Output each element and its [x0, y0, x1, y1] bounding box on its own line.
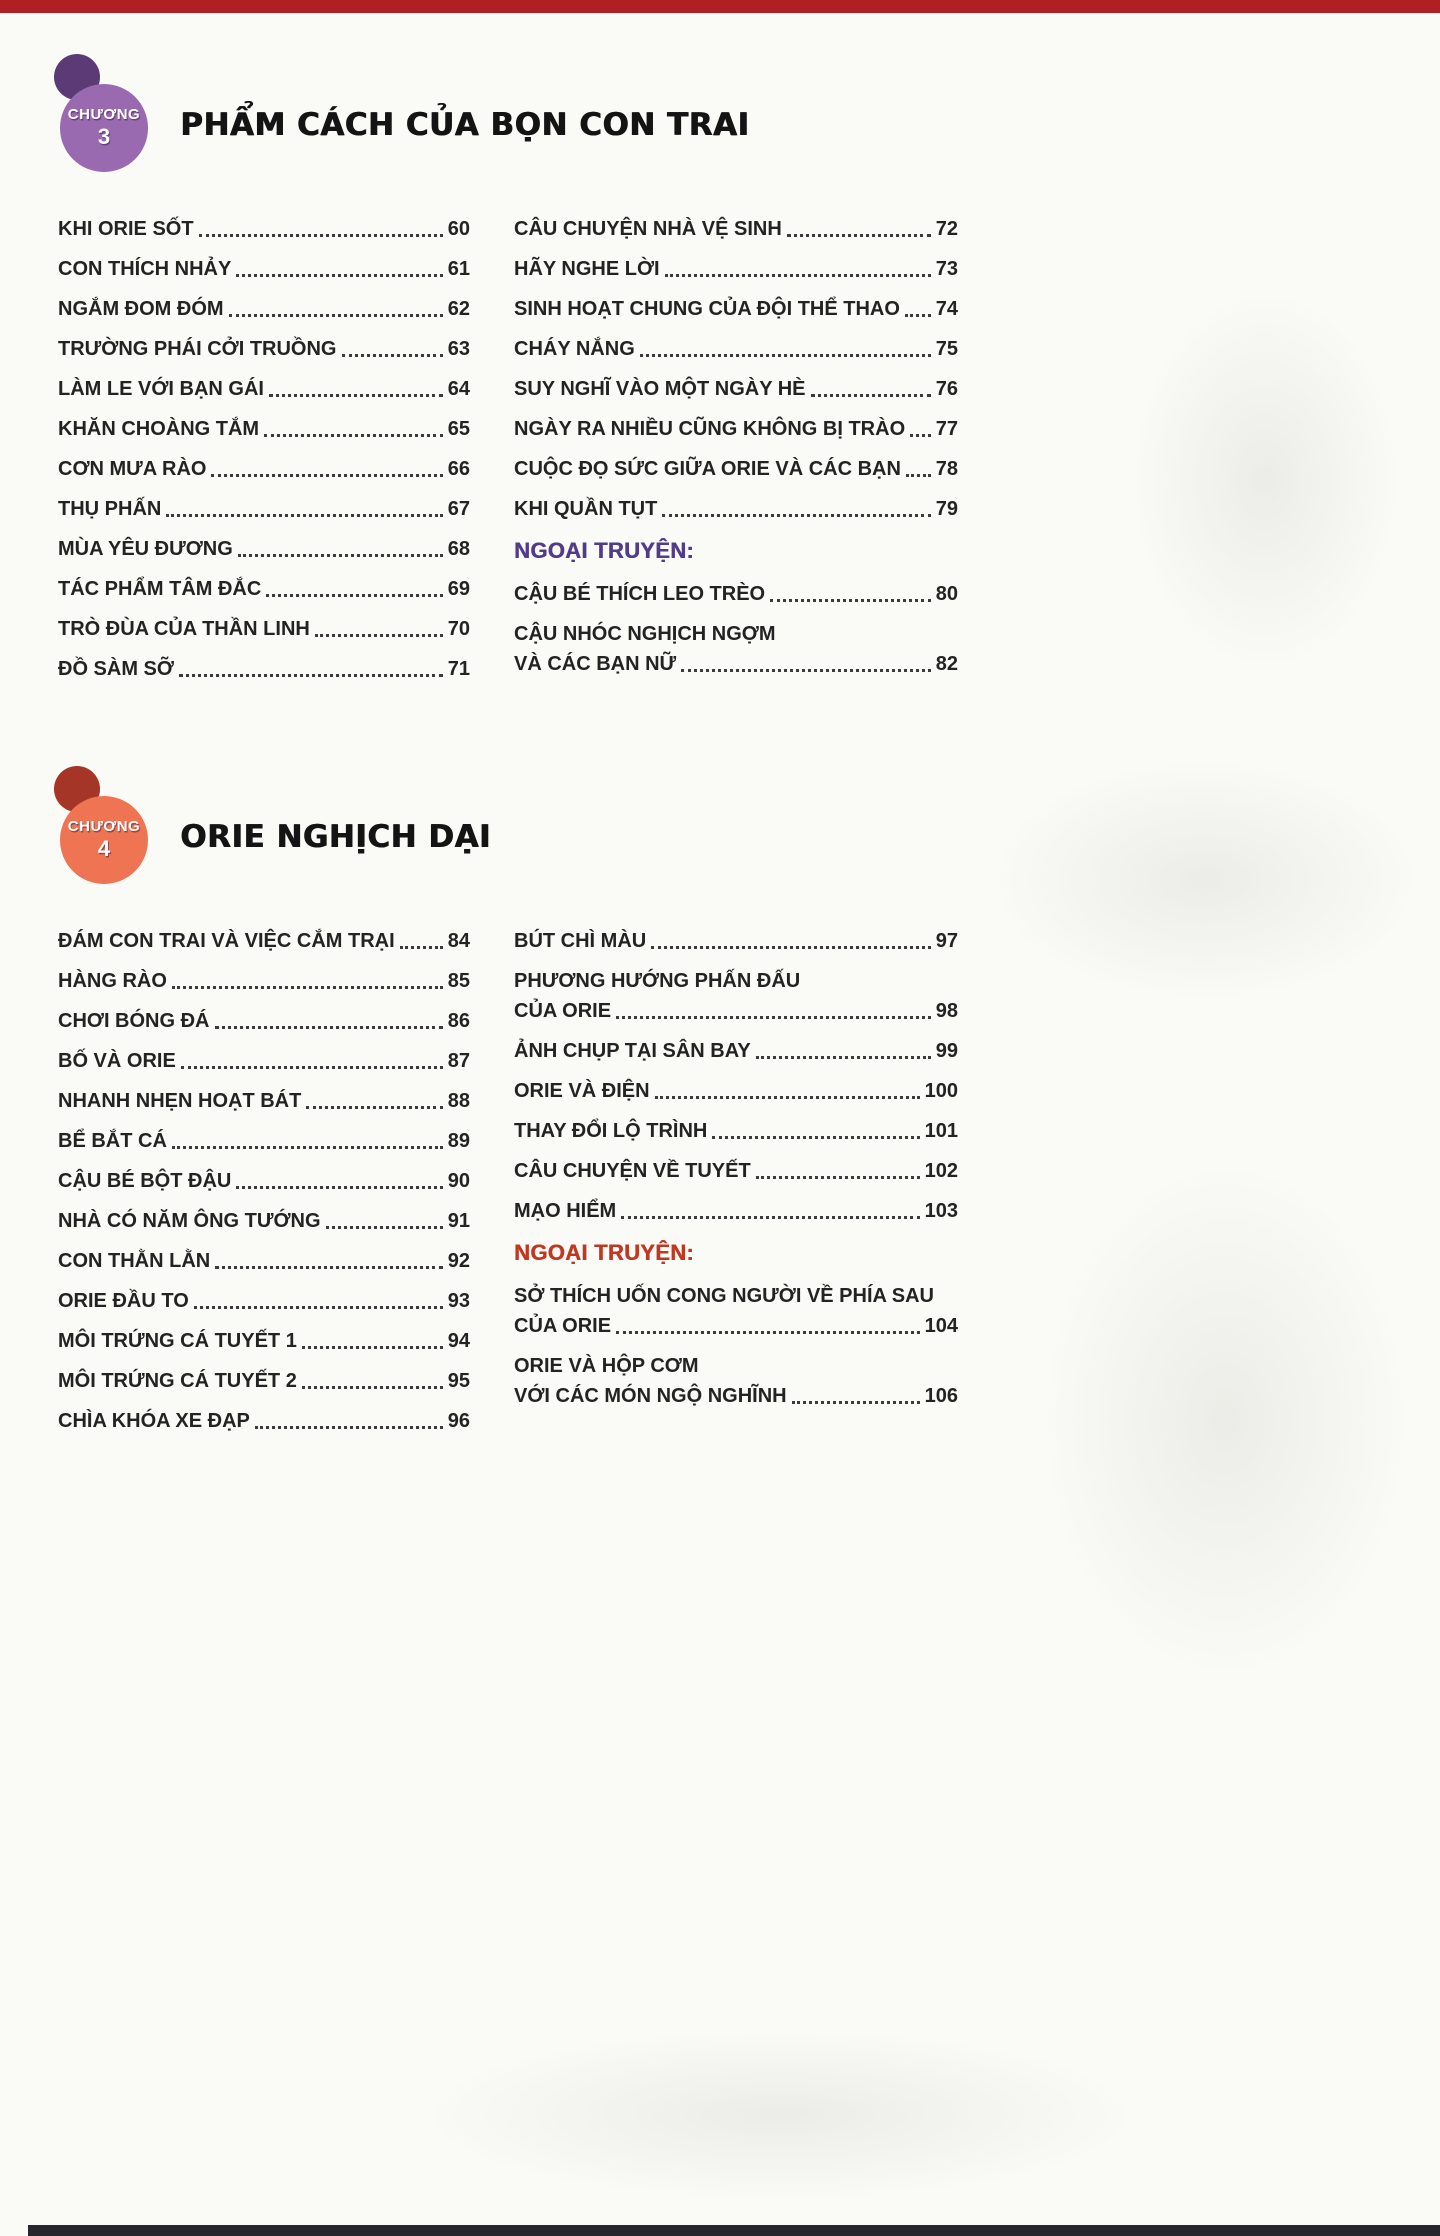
dotted-leader [181, 1066, 443, 1069]
toc-entry-page: 100 [924, 1080, 958, 1102]
toc-entry-title: CỦA ORIE [514, 1000, 612, 1022]
toc-entry-line1: CẬU NHÓC NGHỊCH NGỢM [514, 623, 776, 645]
toc-entry [514, 298, 958, 321]
dotted-leader [662, 514, 930, 517]
toc-entry [58, 1250, 470, 1273]
dotted-leader [770, 599, 931, 602]
toc-entry-page: 70 [447, 618, 470, 640]
toc-column-left [58, 930, 470, 1450]
toc-entry-page: 89 [447, 1130, 470, 1152]
toc-entry-page: 101 [924, 1120, 958, 1142]
toc-entry-title: MÙA YÊU ĐƯƠNG [58, 538, 233, 560]
toc-entry [514, 623, 958, 676]
toc-entry-title: KHĂN CHOÀNG TẮM [58, 418, 260, 440]
toc-entry-page: 62 [447, 298, 470, 320]
dotted-leader [179, 674, 443, 677]
toc-entry-title: CHÌA KHÓA XE ĐẠP [58, 1410, 250, 1432]
dotted-leader [172, 986, 443, 989]
dotted-leader [905, 314, 931, 317]
toc-entry-page: 99 [935, 1040, 958, 1062]
dotted-leader [302, 1386, 443, 1389]
dotted-leader [236, 1186, 442, 1189]
dotted-leader [306, 1106, 442, 1109]
toc-entry [514, 1120, 958, 1143]
dotted-leader [712, 1136, 919, 1139]
toc-entry-page: 90 [447, 1170, 470, 1192]
badge-circle [60, 796, 148, 884]
dotted-leader [215, 1026, 443, 1029]
toc-entry [58, 578, 470, 601]
toc-entry-page: 93 [447, 1290, 470, 1312]
toc-entry-page: 76 [935, 378, 958, 400]
toc-entry-page: 68 [447, 538, 470, 560]
dotted-leader [236, 274, 442, 277]
toc-entry-title: CẬU BÉ BỘT ĐẬU [58, 1170, 232, 1192]
toc-entry-page: 69 [447, 578, 470, 600]
toc-entry-page: 94 [447, 1330, 470, 1352]
dotted-leader [792, 1401, 920, 1404]
dotted-leader [616, 1331, 920, 1334]
chapter-4-title: ORIE NGHỊCH DẠI [180, 819, 491, 855]
dotted-leader [264, 434, 443, 437]
toc-entry-title: CHƠI BÓNG ĐÁ [58, 1010, 210, 1032]
badge-number: 3 [97, 124, 111, 149]
toc-entry-title: ẢNH CHỤP TẠI SÂN BAY [514, 1040, 751, 1062]
dotted-leader [811, 394, 931, 397]
toc-entry [58, 338, 470, 361]
toc-entry [514, 1080, 958, 1103]
toc-entry-page: 64 [447, 378, 470, 400]
dotted-leader [211, 474, 442, 477]
side-story-heading: NGOẠI TRUYỆN: [514, 538, 694, 563]
dotted-leader [655, 1096, 920, 1099]
toc-entry [514, 1285, 958, 1338]
toc-entry [514, 498, 958, 521]
toc-entry-title: ĐỒ SÀM SỠ [58, 658, 174, 680]
toc-entry-title: NGÀY RA NHIỀU CŨNG KHÔNG BỊ TRÀO [514, 418, 906, 440]
toc-entry-page: 92 [447, 1250, 470, 1272]
toc-entry-title: MÔI TRỨNG CÁ TUYẾT 1 [58, 1330, 297, 1352]
toc-entry-title: CUỘC ĐỌ SỨC GIỮA ORIE VÀ CÁC BẠN [514, 458, 901, 480]
toc-entry [514, 930, 958, 953]
toc-entry-page: 82 [935, 653, 958, 675]
scan-shade [990, 760, 1420, 1000]
toc-entry-title: CON THÍCH NHẢY [58, 258, 232, 280]
dotted-leader [238, 554, 443, 557]
toc-entry-title: HÀNG RÀO [58, 970, 167, 992]
toc-entry-title: CON THẰN LẰN [58, 1250, 211, 1272]
toc-entry [514, 1200, 958, 1223]
toc-entry-line1: SỞ THÍCH UỐN CONG NGƯỜI VỀ PHÍA SAU [514, 1285, 934, 1307]
toc-entry-page: 71 [447, 658, 470, 680]
dotted-leader [215, 1266, 443, 1269]
toc-entry [514, 458, 958, 481]
toc-columns [58, 930, 958, 1450]
toc-entry-page: 95 [447, 1370, 470, 1392]
chapter-3-title: PHẨM CÁCH CỦA BỌN CON TRAI [180, 107, 750, 143]
toc-entry [58, 378, 470, 401]
toc-entry-title: CÂU CHUYỆN NHÀ VỆ SINH [514, 218, 782, 240]
toc-entry [58, 298, 470, 321]
toc-entry-title: MÔI TRỨNG CÁ TUYẾT 2 [58, 1370, 297, 1392]
badge-word: CHƯƠNG [67, 818, 141, 835]
toc-entry-line1: PHƯƠNG HƯỚNG PHẤN ĐẤU [514, 970, 801, 992]
toc-entry-page: 67 [447, 498, 470, 520]
badge-number: 4 [97, 836, 111, 861]
dotted-leader [640, 354, 931, 357]
toc-entry-title: BỐ VÀ ORIE [58, 1050, 176, 1072]
chapter-4-header [58, 790, 958, 884]
toc-entry [58, 538, 470, 561]
toc-entry-page: 72 [935, 218, 958, 240]
chapter-3-section [58, 78, 958, 698]
toc-entry [58, 258, 470, 281]
toc-entry [58, 1130, 470, 1153]
toc-entry-page: 66 [447, 458, 470, 480]
toc-entry-title: TRƯỜNG PHÁI CỞI TRUỒNG [58, 338, 337, 360]
dotted-leader [269, 394, 443, 397]
dotted-leader [787, 234, 931, 237]
toc-entry [58, 1210, 470, 1233]
toc-entry-title: CÂU CHUYỆN VỀ TUYẾT [514, 1160, 751, 1182]
toc-entry-title: TÁC PHẨM TÂM ĐẮC [58, 578, 262, 600]
chapter-4-badge [58, 790, 154, 884]
toc-column-right [514, 930, 958, 1425]
dotted-leader [665, 274, 931, 277]
dotted-leader [166, 514, 442, 517]
dotted-leader [172, 1146, 443, 1149]
toc-entry-title: CHÁY NẮNG [514, 338, 635, 360]
toc-entry-title: KHI ORIE SỐT [58, 218, 194, 240]
dotted-leader [199, 234, 443, 237]
dotted-leader [342, 354, 443, 357]
toc-entry-page: 103 [924, 1200, 958, 1222]
toc-entry-title: SINH HOẠT CHUNG CỦA ĐỘI THỂ THAO [514, 298, 900, 320]
toc-entry-page: 73 [935, 258, 958, 280]
toc-entry [58, 1090, 470, 1113]
toc-entry-title: BỂ BẮT CÁ [58, 1130, 167, 1152]
toc-entry-title: ĐÁM CON TRAI VÀ VIỆC CẮM TRẠI [58, 930, 395, 952]
dotted-leader [266, 594, 442, 597]
toc-entry-title: LÀM LE VỚI BẠN GÁI [58, 378, 264, 400]
toc-entry-title: TRÒ ĐÙA CỦA THẦN LINH [58, 618, 310, 640]
toc-entry [58, 1330, 470, 1353]
toc-entry-page: 87 [447, 1050, 470, 1072]
toc-entry-title: VỚI CÁC MÓN NGỘ NGHĨNH [514, 1385, 787, 1407]
toc-entry-title: NGẮM ĐOM ĐÓM [58, 298, 224, 320]
toc-entry [514, 378, 958, 401]
toc-entry-title: ORIE VÀ ĐIỆN [514, 1080, 650, 1102]
badge-word: CHƯƠNG [67, 106, 141, 123]
dotted-leader [229, 314, 443, 317]
toc-entry-page: 79 [935, 498, 958, 520]
toc-entry [58, 458, 470, 481]
scan-shade [420, 2030, 1140, 2200]
scan-shade [1130, 290, 1400, 670]
toc-entry [58, 1410, 470, 1433]
toc-entry-page: 91 [447, 1210, 470, 1232]
toc-entry-page: 65 [447, 418, 470, 440]
toc-entry-page: 84 [447, 930, 470, 952]
toc-entry [58, 498, 470, 521]
toc-column-right [514, 218, 958, 693]
toc-entry-page: 106 [924, 1385, 958, 1407]
toc-entry-page: 85 [447, 970, 470, 992]
toc-entry [58, 418, 470, 441]
dotted-leader [616, 1016, 931, 1019]
toc-entry-title: CỦA ORIE [514, 1315, 612, 1337]
dotted-leader [400, 946, 443, 949]
toc-entry [514, 258, 958, 281]
toc-entry-page: 77 [935, 418, 958, 440]
toc-entry [58, 618, 470, 641]
chapter-3-header [58, 78, 958, 172]
toc-entry [58, 930, 470, 953]
side-story-heading: NGOẠI TRUYỆN: [514, 1240, 694, 1265]
dotted-leader [756, 1056, 931, 1059]
toc-entry [58, 1050, 470, 1073]
toc-entry-line1: ORIE VÀ HỘP CƠM [514, 1355, 699, 1377]
badge-circle [60, 84, 148, 172]
toc-entry-page: 96 [447, 1410, 470, 1432]
dotted-leader [326, 1226, 443, 1229]
toc-entry [58, 658, 470, 681]
toc-entry-page: 104 [924, 1315, 958, 1337]
toc-entry [58, 970, 470, 993]
toc-entry-page: 86 [447, 1010, 470, 1032]
toc-entry-page: 74 [935, 298, 958, 320]
toc-entry [58, 1010, 470, 1033]
toc-entry [514, 1355, 958, 1408]
toc-entry-title: MẠO HIỂM [514, 1200, 617, 1222]
scan-shade [1040, 1160, 1410, 1680]
toc-entry [514, 338, 958, 361]
toc-entry-title: SUY NGHĨ VÀO MỘT NGÀY HÈ [514, 378, 806, 400]
dotted-leader [756, 1176, 920, 1179]
toc-entry-title: THỤ PHẤN [58, 498, 162, 520]
toc-entry [58, 1370, 470, 1393]
toc-entry [58, 1170, 470, 1193]
toc-entry-page: 60 [447, 218, 470, 240]
dotted-leader [906, 474, 931, 477]
toc-entry-title: KHI QUẦN TỤT [514, 498, 658, 520]
dotted-leader [194, 1306, 443, 1309]
toc-entry-page: 61 [447, 258, 470, 280]
toc-entry-title: CƠN MƯA RÀO [58, 458, 207, 480]
toc-columns [58, 218, 958, 698]
toc-entry [58, 218, 470, 241]
dotted-leader [255, 1426, 443, 1429]
dotted-leader [315, 634, 443, 637]
toc-entry [514, 970, 958, 1023]
dotted-leader [621, 1216, 919, 1219]
toc-entry [514, 1160, 958, 1183]
toc-entry-title: NHÀ CÓ NĂM ÔNG TƯỚNG [58, 1210, 321, 1232]
chapter-4-section [58, 790, 958, 1450]
toc-entry-page: 80 [935, 583, 958, 605]
toc-column-left [58, 218, 470, 698]
toc-entry-page: 75 [935, 338, 958, 360]
dotted-leader [651, 946, 931, 949]
toc-entry-page: 78 [935, 458, 958, 480]
dotted-leader [681, 669, 931, 672]
top-strip [0, 0, 1440, 13]
table-of-contents [58, 78, 958, 1450]
chapter-3-badge [58, 78, 154, 172]
toc-entry-page: 88 [447, 1090, 470, 1112]
dotted-leader [910, 434, 931, 437]
toc-entry-page: 97 [935, 930, 958, 952]
toc-entry-title: HÃY NGHE LỜI [514, 258, 660, 280]
toc-entry [514, 583, 958, 606]
toc-entry-title: BÚT CHÌ MÀU [514, 930, 647, 952]
bottom-strip [28, 2225, 1440, 2236]
toc-entry-page: 98 [935, 1000, 958, 1022]
toc-entry [514, 418, 958, 441]
toc-entry-title: NHANH NHẸN HOẠT BÁT [58, 1090, 302, 1112]
toc-entry-title: ORIE ĐẦU TO [58, 1290, 189, 1312]
toc-entry-title: CẬU BÉ THÍCH LEO TRÈO [514, 583, 766, 605]
toc-entry-title: THAY ĐỔI LỘ TRÌNH [514, 1120, 708, 1142]
toc-entry-page: 63 [447, 338, 470, 360]
toc-entry [58, 1290, 470, 1313]
dotted-leader [302, 1346, 443, 1349]
toc-entry [514, 1040, 958, 1063]
toc-entry [514, 218, 958, 241]
toc-entry-page: 102 [924, 1160, 958, 1182]
toc-entry-title: VÀ CÁC BẠN NỮ [514, 653, 677, 675]
